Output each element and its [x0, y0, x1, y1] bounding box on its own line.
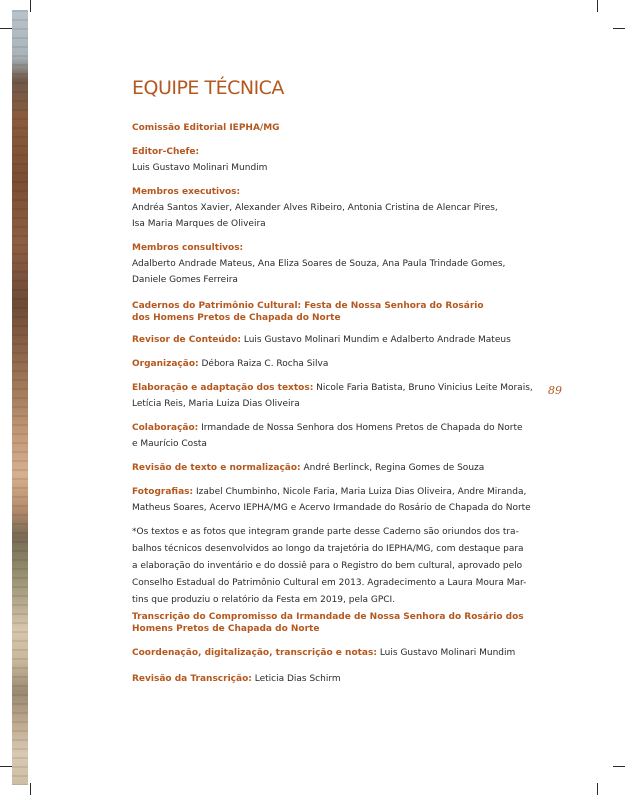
footnote-line: balhos técnicos desenvolvidos ao longo da trajetória do IEPHA/MG, com destaque para — [132, 544, 524, 554]
coordination-label: Coordenação, digitalização, transcrição e notas: — [132, 648, 377, 658]
transcription-review-label: Revisão da Transcrição: — [132, 674, 252, 684]
organization-label: Organização: — [132, 359, 199, 369]
cadernos-heading-line: Cadernos do Patrimônio Cultural: Festa de Nossa Senhora do Rosário — [132, 301, 484, 311]
collaboration-section — [132, 420, 532, 452]
transcription-heading-line: Transcrição do Compromisso da Irmandade de Nossa Senhora do Rosário dos — [132, 612, 524, 622]
crop-mark — [613, 766, 625, 767]
elaboration-label: Elaboração e adaptação dos textos: — [132, 383, 314, 393]
text-review-line — [132, 460, 532, 476]
executive-members-line: Andréa Santos Xavier, Alexander Alves Ribeiro, Antonia Cristina de Alencar Pires, — [132, 203, 498, 213]
executive-members-line: Isa Maria Marques de Oliveira — [132, 219, 266, 229]
page-number: 89 — [548, 384, 562, 397]
editor-chief-name: Luis Gustavo Molinari Mundim — [132, 163, 268, 173]
side-photo-strip — [12, 10, 28, 785]
editor-chief-label: Editor-Chefe: — [132, 147, 200, 157]
collaboration-text: Irmandade de Nossa Senhora dos Homens Pretos de Chapada do Norte — [198, 423, 523, 433]
advisory-members-label: Membros consultivos: — [132, 243, 244, 253]
crop-mark — [0, 28, 12, 29]
photos-text: Izabel Chumbinho, Nicole Faria, Maria Luiza Dias Oliveira, Andre Miranda, — [193, 487, 527, 497]
text-review-label: Revisão de texto e normalização: — [132, 463, 301, 473]
footnote — [132, 524, 532, 609]
commission-heading — [132, 120, 532, 136]
crop-mark — [597, 0, 598, 12]
footnote-line: *Os textos e as fotos que integram grande parte desse Caderno são oriundos dos tra- — [132, 527, 519, 537]
page-title: EQUIPE TÉCNICA — [132, 77, 284, 99]
advisory-members-section — [132, 240, 532, 288]
coordination-line — [132, 645, 532, 661]
content-review-label: Revisor de Conteúdo: — [132, 335, 242, 345]
organization-line — [132, 356, 532, 372]
transcription-heading — [132, 611, 532, 635]
elaboration-section — [132, 380, 532, 412]
collaboration-label: Colaboração: — [132, 423, 199, 433]
crop-mark — [597, 783, 598, 795]
photos-label: Fotografias: — [132, 487, 194, 497]
transcription-heading-line: Homens Pretos de Chapada do Norte — [132, 624, 320, 634]
text-review-text: André Berlinck, Regina Gomes de Souza — [300, 463, 485, 473]
transcription-review-line — [132, 671, 532, 687]
commission-label: Comissão Editorial IEPHA/MG — [132, 123, 280, 133]
crop-mark — [613, 28, 625, 29]
content-review-text: Luis Gustavo Molinari Mundim e Adalberto Andrade Mateus — [241, 335, 511, 345]
executive-members-section — [132, 184, 532, 232]
elaboration-text: Letícia Reis, Maria Luiza Dias Oliveira — [132, 399, 300, 409]
photos-text: Matheus Soares, Acervo IEPHA/MG e Acervo Irmandade do Rosário de Chapada do Norte — [132, 503, 531, 513]
organization-text: Débora Raiza C. Rocha Silva — [198, 359, 329, 369]
crop-mark — [30, 0, 31, 12]
footnote-line: a elaboração do inventário e do dossiê para o Registro do bem cultural, aprovado pelo — [132, 561, 523, 571]
crop-mark — [0, 766, 12, 767]
photos-section — [132, 484, 532, 516]
footnote-line: tins que produziu o relatório da Festa em 2019, pela GPCI. — [132, 595, 396, 605]
collaboration-text: e Maurício Costa — [132, 439, 207, 449]
editor-chief-section — [132, 144, 532, 176]
executive-members-label: Membros executivos: — [132, 187, 241, 197]
transcription-review-text: Leticia Dias Schirm — [251, 674, 341, 684]
coordination-text: Luis Gustavo Molinari Mundim — [376, 648, 516, 658]
content-review-line — [132, 332, 532, 348]
advisory-members-line: Daniele Gomes Ferreira — [132, 275, 238, 285]
advisory-members-line: Adalberto Andrade Mateus, Ana Eliza Soares de Souza, Ana Paula Trindade Gomes, — [132, 259, 506, 269]
credits-content — [132, 120, 532, 687]
elaboration-text: Nicole Faria Batista, Bruno Vinicius Leite Morais, — [313, 383, 533, 393]
crop-mark — [30, 783, 31, 795]
cadernos-heading — [132, 300, 532, 324]
cadernos-heading-line: dos Homens Pretos de Chapada do Norte — [132, 313, 341, 323]
footnote-line: Conselho Estadual do Patrimônio Cultural em 2013. Agradecimento a Laura Moura Mar- — [132, 578, 527, 588]
